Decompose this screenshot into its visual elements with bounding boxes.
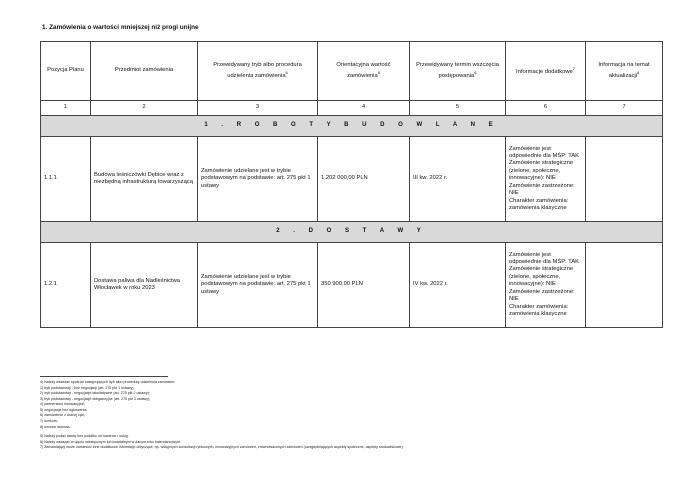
page-title: 1. Zamówienia o wartości mniejszej niż progi unijne: [42, 24, 199, 31]
footnote-item: 5) negocjacje bez ogłoszenia;: [40, 407, 88, 412]
info-line: Zamówienie strategiczne (zielone, społeczne, innowacyjne): NIE: [509, 160, 574, 182]
section-label: 2 . D O S T A W Y: [41, 222, 663, 243]
row-value: 1 202 000,00 PLN: [318, 137, 410, 222]
header-position: Pozycja Planu: [41, 42, 91, 101]
header-row: [41, 42, 663, 101]
column-number: 6: [506, 101, 586, 116]
row-term: III kw. 2022 r.: [410, 137, 506, 222]
header-mode: Przewidywany tryb albo procedura udzielenia zamówienia$^6$: [198, 42, 318, 101]
info-line: Charakter zamówienia: zamówienia klasyczne: [509, 197, 569, 211]
header-info: Informacje dodatkowe$^7$: [506, 42, 586, 101]
row-mode: Zamówienie udzielane jest w trybie podstawowym na podstawie: art. 275 pkt 1 ustawy: [198, 137, 318, 222]
section-header-supplies: [41, 222, 663, 243]
header-value: Orientacyjna wartość zamówienia$^5$: [318, 42, 410, 101]
info-line: Zamówienie zastrzeżone: NIE: [509, 182, 575, 197]
footnote-item: 2) tryb podstawowy - negocjacje fakultatywne (art. 275 pkt 2 ustawy);: [40, 391, 150, 396]
row-info: [506, 137, 586, 222]
table-row: [41, 137, 663, 222]
header-update: Informacja na temat aktualizacji$^8$: [586, 42, 663, 101]
column-number-row: [41, 101, 663, 116]
row-subject: Budowa leśniczówki Dębice wraz z niezbędną infrastrukturą towarzyszącą: [91, 137, 198, 222]
section-header-works: [41, 116, 663, 137]
row-info: [506, 243, 586, 328]
section-label: 1 . R O B O T Y B U D O W L A N E: [41, 116, 663, 137]
row-value: 350 900,00 PLN: [318, 243, 410, 328]
footnote-item: 7) konkurs;: [40, 418, 58, 423]
footnote-item: 1) tryb podstawowy - bez negocjacji (art. 275 pkt 1 ustawy);: [40, 385, 135, 390]
row-position: 1.2.1: [41, 243, 91, 328]
footnote-item: 4) partnerstwo innowacyjne;: [40, 402, 85, 407]
info-line: Zamówienie jest odpowiednie dla MŚP: TAK: [509, 251, 580, 266]
info-line: Zamówienie strategiczne (zielone, społeczne, innowacyjne): NIE: [509, 266, 574, 288]
footnote-5: 5) Należy podać kwotę bez podatku od towarów i usług.: [40, 434, 129, 439]
header-subject: Przedmiot zamówienia: [91, 42, 198, 101]
info-line: Zamówienie jest odpowiednie dla MŚP: TAK: [509, 145, 580, 160]
footnote-divider: [40, 376, 168, 377]
procurement-plan-table: [40, 41, 663, 328]
column-number: 7: [586, 101, 663, 116]
footnotes: [40, 380, 660, 451]
footnote-4: 4) Należy wskazać spośród następujących tryb albo procedurę udzielenia zamówień:: [40, 380, 176, 384]
info-line: Charakter zamówienia: zamówienia klasyczne: [509, 303, 569, 317]
footnote-item: 3) tryb podstawowy - negocjacje obligatoryjne (art. 275 pkt 3 ustawy);: [40, 396, 151, 401]
footnote-item: 8) umowa ramowa.: [40, 424, 71, 429]
row-update: [586, 243, 663, 328]
row-update: [586, 137, 663, 222]
table-row: [41, 243, 663, 328]
row-term: IV kw. 2022 r.: [410, 243, 506, 328]
column-number: 4: [318, 101, 410, 116]
column-number: 1: [41, 101, 91, 116]
footnote-6: 6) Należy wskazać w ujęciu miesięcznym lub kwartalnym w danym roku kalendarzowym.: [40, 439, 182, 444]
column-number: 3: [198, 101, 318, 116]
info-line: Zamówienie zastrzeżone: NIE: [509, 288, 575, 303]
column-number: 5: [410, 101, 506, 116]
row-mode: Zamówienie udzielane jest w trybie podstawowym na podstawie: art. 275 pkt 1 ustawy: [198, 243, 318, 328]
header-term: Przewidywany termin wszczęcia postępowania$^6$: [410, 42, 506, 101]
footnote-item: 6) zamówienie z wolnej ręki;: [40, 413, 85, 418]
row-position: 1.1.1: [41, 137, 91, 222]
row-subject: Dostawa paliwa dla Nadleśnictwa Włocławek w roku 2023: [91, 243, 198, 328]
column-number: 2: [91, 101, 198, 116]
footnote-7: 7) Zamawiający może zamieścić inne dodatkowe informacje dotyczące, np. wstępnych konsultacji rynkowych, innowacyjnych zamówień, zrównoważonych zamówień (uwzględniających aspekty społeczne, aspekty środowiskowe).: [40, 445, 404, 450]
